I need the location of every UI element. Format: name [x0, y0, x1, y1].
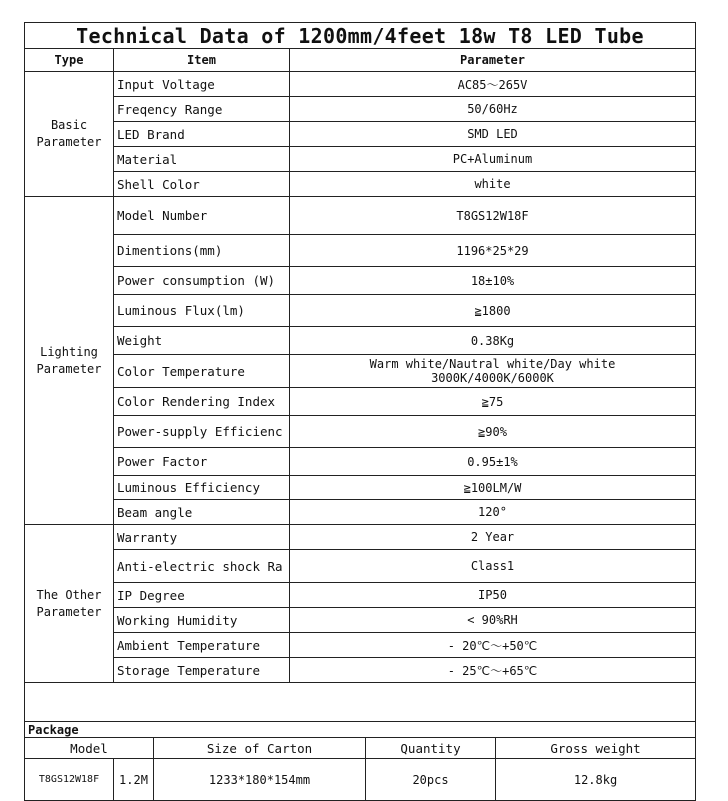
title-row: [25, 23, 696, 49]
table-row: [25, 72, 696, 97]
header-item: Item: [114, 49, 290, 72]
spec-value: ≧1800: [290, 295, 696, 327]
table-row: [25, 388, 696, 416]
table-row: [25, 327, 696, 355]
spec-value: Class1: [290, 550, 696, 583]
spec-item: Freqency Range: [114, 97, 290, 122]
spec-item: Storage Temperature: [114, 658, 290, 683]
table-row: [25, 172, 696, 197]
spec-value: 0.38Kg: [290, 327, 696, 355]
header-type: Type: [25, 49, 114, 72]
table-row: [25, 355, 696, 388]
group-label-basic: Basic Parameter: [25, 72, 114, 197]
spec-item: Dimentions(mm): [114, 235, 290, 267]
table-row: [25, 583, 696, 608]
table-title: Technical Data of 1200mm/4feet 18w T8 LED Tube: [25, 23, 696, 49]
table-row: [25, 525, 696, 550]
package-header-gross-weight: Gross weight: [496, 738, 696, 759]
spec-item: Anti-electric shock Ra: [114, 550, 290, 583]
table-row: [25, 416, 696, 448]
table-row: [25, 197, 696, 235]
table-row: [25, 476, 696, 500]
spec-value: SMD LED: [290, 122, 696, 147]
spec-sheet: [24, 22, 695, 801]
package-header-quantity: Quantity: [366, 738, 496, 759]
spec-item: IP Degree: [114, 583, 290, 608]
package-header-carton: Size of Carton: [154, 738, 366, 759]
table-row: [25, 235, 696, 267]
table-row: [25, 448, 696, 476]
group-label-lighting: Lighting Parameter: [25, 197, 114, 525]
package-header-row: [25, 738, 696, 759]
spec-value: - 25℃～+65℃: [290, 658, 696, 683]
table-row: [25, 550, 696, 583]
spec-value: Warm white/Nautral white/Day white 3000K/4000K/6000K: [290, 355, 696, 388]
spec-table: [24, 22, 696, 683]
spec-item: LED Brand: [114, 122, 290, 147]
spec-value: - 20℃～+50℃: [290, 633, 696, 658]
package-quantity: 20pcs: [366, 759, 496, 801]
table-row: [25, 633, 696, 658]
spec-value: IP50: [290, 583, 696, 608]
spec-item: Weight: [114, 327, 290, 355]
spec-item: Input Voltage: [114, 72, 290, 97]
spec-item: Working Humidity: [114, 608, 290, 633]
table-row: [25, 122, 696, 147]
spec-item: Shell Color: [114, 172, 290, 197]
blank-spacer: [25, 683, 696, 722]
spec-value: AC85～265V: [290, 72, 696, 97]
group-label-other: The Other Parameter: [25, 525, 114, 683]
spec-value: 2 Year: [290, 525, 696, 550]
spec-value: ≧90%: [290, 416, 696, 448]
package-model: T8GS12W18F: [25, 759, 114, 801]
header-parameter: Parameter: [290, 49, 696, 72]
table-row: [25, 147, 696, 172]
spec-value: PC+Aluminum: [290, 147, 696, 172]
spec-value: white: [290, 172, 696, 197]
package-title-row: [25, 722, 696, 738]
spec-value: 0.95±1%: [290, 448, 696, 476]
spec-item: Luminous Flux(lm): [114, 295, 290, 327]
spec-value: ≧75: [290, 388, 696, 416]
table-row: [25, 267, 696, 295]
spec-value: < 90%RH: [290, 608, 696, 633]
spec-item: Ambient Temperature: [114, 633, 290, 658]
table-row: [25, 658, 696, 683]
blank-spacer-row: [25, 683, 696, 722]
package-title: Package: [25, 722, 696, 738]
header-row: [25, 49, 696, 72]
spec-item: Color Rendering Index: [114, 388, 290, 416]
package-carton: 1233*180*154mm: [154, 759, 366, 801]
package-length: 1.2M: [114, 759, 154, 801]
spec-item: Luminous Efficiency: [114, 476, 290, 500]
package-header-model: Model: [25, 738, 154, 759]
spec-item: Power consumption (W): [114, 267, 290, 295]
table-row: [25, 608, 696, 633]
package-table: [24, 683, 696, 801]
spec-item: Warranty: [114, 525, 290, 550]
table-row: [25, 500, 696, 525]
table-row: [25, 97, 696, 122]
spec-item: Material: [114, 147, 290, 172]
spec-item: Power-supply Efficienc: [114, 416, 290, 448]
spec-item: Beam angle: [114, 500, 290, 525]
package-gross-weight: 12.8kg: [496, 759, 696, 801]
spec-value: T8GS12W18F: [290, 197, 696, 235]
table-row: [25, 295, 696, 327]
spec-value: ≧100LM/W: [290, 476, 696, 500]
spec-item: Model Number: [114, 197, 290, 235]
package-data-row: [25, 759, 696, 801]
spec-item: Color Temperature: [114, 355, 290, 388]
spec-value: 18±10%: [290, 267, 696, 295]
spec-value: 50/60Hz: [290, 97, 696, 122]
spec-value: 120°: [290, 500, 696, 525]
spec-value: 1196*25*29: [290, 235, 696, 267]
spec-item: Power Factor: [114, 448, 290, 476]
